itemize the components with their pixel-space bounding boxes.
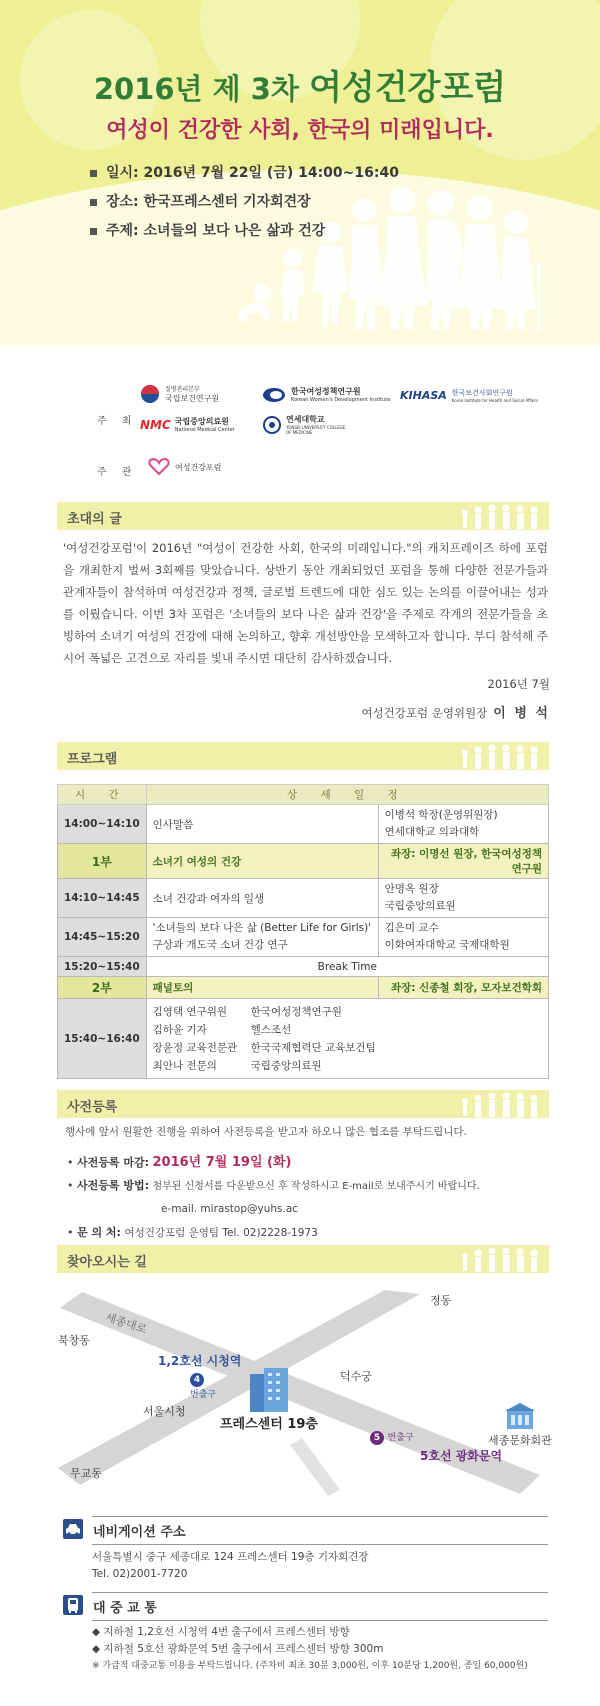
panelist: 김하윤 기자 헬스조선 xyxy=(152,1023,292,1036)
table-row-panel: 15:40~16:40 김영택 연구위원 한국여성정책연구원 김하윤 기자 헬스조선 장윤정 교육전문관 한국국제협력단 교육보건팀 최안나 전문의 국립중앙의료원 xyxy=(58,999,549,1079)
table-row-part1: 1부 소녀기 여성의 건강 좌장: 이명선 원장, 한국여성정책연구원 xyxy=(58,844,549,879)
section-title: 프로그램 xyxy=(67,752,118,767)
map-label-cityhall: 서울시청 xyxy=(143,1405,186,1418)
signer-name: 이 병 석 xyxy=(493,706,550,721)
table-row: 14:00~14:10 인사말씀 이병석 학장(운영위원장) 연세대학교 의과대학 xyxy=(58,805,549,844)
table-row-part2: 2부 패널토의 좌장: 신종철 회장, 모자보건학회 xyxy=(58,977,549,999)
bus-icon xyxy=(63,1595,83,1615)
section-bar-registration xyxy=(57,1090,549,1118)
transit-item: ◆ 지하철 5호선 광화문역 5번 출구에서 프레스센터 방향 300m xyxy=(92,1643,384,1655)
divider xyxy=(92,1592,548,1593)
panelist: 최안나 전문의 국립중앙의료원 xyxy=(152,1059,322,1072)
silhouettes-small-icon xyxy=(453,1246,543,1272)
transit-note: ※ 가급적 대중교통 이용을 부탁드립니다. (주차비 최초 30분 3,000원, 이후 10분당 1,200원, 종일 60,000원) xyxy=(92,1661,528,1671)
divider xyxy=(92,1620,548,1621)
silhouettes-small-icon xyxy=(453,503,543,529)
panelist: 김영택 연구위원 한국여성정책연구원 xyxy=(152,1005,342,1018)
navigation-title: 네비게이션 주소 xyxy=(93,1525,186,1540)
host-label: 주 최 xyxy=(97,416,138,427)
map-label-sejong-center: 세종문화회관 xyxy=(488,1434,552,1447)
section-title: 찾아오시는 길 xyxy=(67,1255,147,1270)
panel-list xyxy=(146,999,548,1079)
navigation-address: 서울특별시 중구 세종대로 124 프레스센터 19층 기자회견장 xyxy=(92,1551,369,1563)
section-bar-directions xyxy=(57,1245,549,1273)
registration-email[interactable]: e-mail. mirastop@yuhs.ac xyxy=(161,1203,299,1215)
section-title: 초대의 글 xyxy=(67,512,122,527)
map-label-presscenter: 프레스센터 19층 xyxy=(220,1417,318,1432)
map-label-gwanghwamun: 5호선 광화문역 xyxy=(420,1449,503,1463)
exit-number-icon: 4 xyxy=(190,1373,204,1387)
transit-item: ◆ 지하철 1,2호선 시청역 4번 출구에서 프레스센터 방향 xyxy=(92,1626,350,1638)
map-label-mugyo: 무교동 xyxy=(70,1467,102,1480)
invitation-signature: 여성건강포럼 운영위원장 이 병 석 xyxy=(361,706,550,721)
section-bar-invitation xyxy=(57,502,549,530)
car-icon xyxy=(63,1519,83,1539)
taegeuk-icon xyxy=(140,384,160,404)
registration-intro: 행사에 앞서 원활한 진행을 위하여 사전등록을 받고자 하오니 많은 협조를 부탁드립니다. xyxy=(65,1126,467,1138)
nmc-logo: NMC 국립중앙의료원 National Medical Center xyxy=(140,417,235,433)
yonsei-logo: 연세대학교 YONSEI UNIVERSITY COLLEGE OF MEDICINE xyxy=(263,414,346,435)
kihasa-logo: KIHASA 한국보건사회연구원 Korea Institute for Health and Social Affairs xyxy=(400,389,539,403)
registration-contact: • 문 의 처: 여성건강포럼 운영팀 Tel. 02)2228-1973 xyxy=(67,1226,318,1239)
header-banner xyxy=(0,0,600,345)
location-map xyxy=(40,1280,560,1500)
exit-number-icon: 5 xyxy=(370,1431,384,1445)
invitation-date: 2016년 7월 xyxy=(487,677,550,691)
table-row: 15:20~15:40 Break Time xyxy=(58,957,549,977)
event-info-item: 주제: 소녀들의 보다 나은 삶과 건강 xyxy=(90,220,399,240)
registration-method: • 사전등록 방법: 첨부된 신청서를 다운받으신 후 작성하시고 E-mail로 보내주시기 바랍니다. xyxy=(67,1179,480,1192)
transit-title: 대 중 교 통 xyxy=(93,1601,157,1616)
registration-list xyxy=(67,1151,480,1245)
navigation-tel: Tel. 02)2001-7720 xyxy=(92,1568,188,1580)
transit-list xyxy=(92,1624,528,1675)
square-bullet-icon xyxy=(90,228,97,235)
panelist: 장윤정 교육전문관 한국국제협력단 교육보건팀 xyxy=(152,1041,376,1054)
title-prefix: 2016년 제 3차 xyxy=(93,72,299,106)
title-main: 여성건강포럼 xyxy=(309,68,507,108)
map-label-jeongdong: 정동 xyxy=(430,1294,452,1307)
kwdi-logo: 한국여성정책연구원 Korean Women's Development Institute xyxy=(262,386,390,403)
square-bullet-icon xyxy=(90,170,97,177)
section-bar-program xyxy=(57,742,549,770)
kwdi-mark-icon xyxy=(262,387,286,403)
registration-deadline: • 사전등록 마감: 2016년 7월 19일 (화) xyxy=(67,1155,292,1170)
sejong-center-building-icon xyxy=(505,1403,535,1431)
navigation-address-block xyxy=(92,1549,369,1583)
table-header-row xyxy=(58,785,549,805)
event-info-item: 장소: 한국프레스센터 기자회견장 xyxy=(90,191,399,211)
silhouettes-small-icon xyxy=(453,1091,543,1117)
page-title xyxy=(0,60,600,109)
divider xyxy=(92,1544,548,1545)
program-table xyxy=(57,784,549,1079)
silhouettes-small-icon xyxy=(453,743,543,769)
page-subtitle: 여성이 건강한 사회, 한국의 미래입니다. xyxy=(106,118,494,143)
forum-logo: 여성건강포럼 xyxy=(148,458,221,476)
event-info-item: 일시: 2016년 7월 22일 (금) 14:00~16:40 xyxy=(90,162,399,182)
yonsei-emblem-icon xyxy=(263,416,281,434)
map-label-bukchang: 북창동 xyxy=(58,1334,90,1347)
map-exit4: 4 번출구 xyxy=(190,1375,217,1400)
col-header-detail: 상 세 일 정 xyxy=(146,785,548,805)
table-row: 14:45~15:20 '소녀들의 보다 나은 삶 (Better Life for Girls)' 구상과 개도국 소녀 건강 연구 김은미 교수 이화여자대학교 국제대학원 xyxy=(58,918,549,957)
organizer-label: 주 관 xyxy=(97,467,138,478)
section-title: 사전등록 xyxy=(67,1100,118,1115)
square-bullet-icon xyxy=(90,199,97,206)
kcdc-logo: 질병관리본부 국립보건연구원 xyxy=(140,384,219,404)
map-label-deoksugung: 덕수궁 xyxy=(340,1370,372,1383)
map-label-sejongro: 세종대로 xyxy=(103,1310,149,1337)
table-row: 14:10~14:45 소녀 건강과 여자의 일생 안명옥 원장 국립중앙의료원 xyxy=(58,879,549,918)
col-header-time: 시 간 xyxy=(58,785,147,805)
map-exit5: 5 번출구 xyxy=(370,1430,414,1445)
host-organizations xyxy=(0,368,600,488)
map-label-cityhall-station: 1,2호선 시청역 xyxy=(158,1354,242,1368)
invitation-body: '여성건강포럼'이 2016년 "여성이 건강한 사회, 한국의 미래입니다."의 캐치프레이즈 하에 포럼을 개최한지 벌써 3회째를 맞았습니다. 상반기 동안 개최되었던 포럼을 통해 다양한 전문가들과 관계자들이 참석하며 여성건강과 정책, 글로벌 트렌드에 대한 심도 있는 논의를 이끌어내는 성과를 이뤘습니다. 이번 3차 포럼은 '소녀들의 보다 나은 삶과 건강'을 주제로 각계의 전문가들을 초빙하여 소녀기 여성의 건강에 대해 논의하고, 향후 개선방안을 모색하고자 합니다. 부디 참석해 주시어 폭넓은 고견으로 자리를 빛내 주시면 대단히 감사하겠습니다. xyxy=(63,541,548,665)
event-info-list xyxy=(90,162,399,249)
heart-icon xyxy=(148,458,170,476)
divider xyxy=(92,1516,548,1517)
building-icon xyxy=(250,1368,290,1412)
